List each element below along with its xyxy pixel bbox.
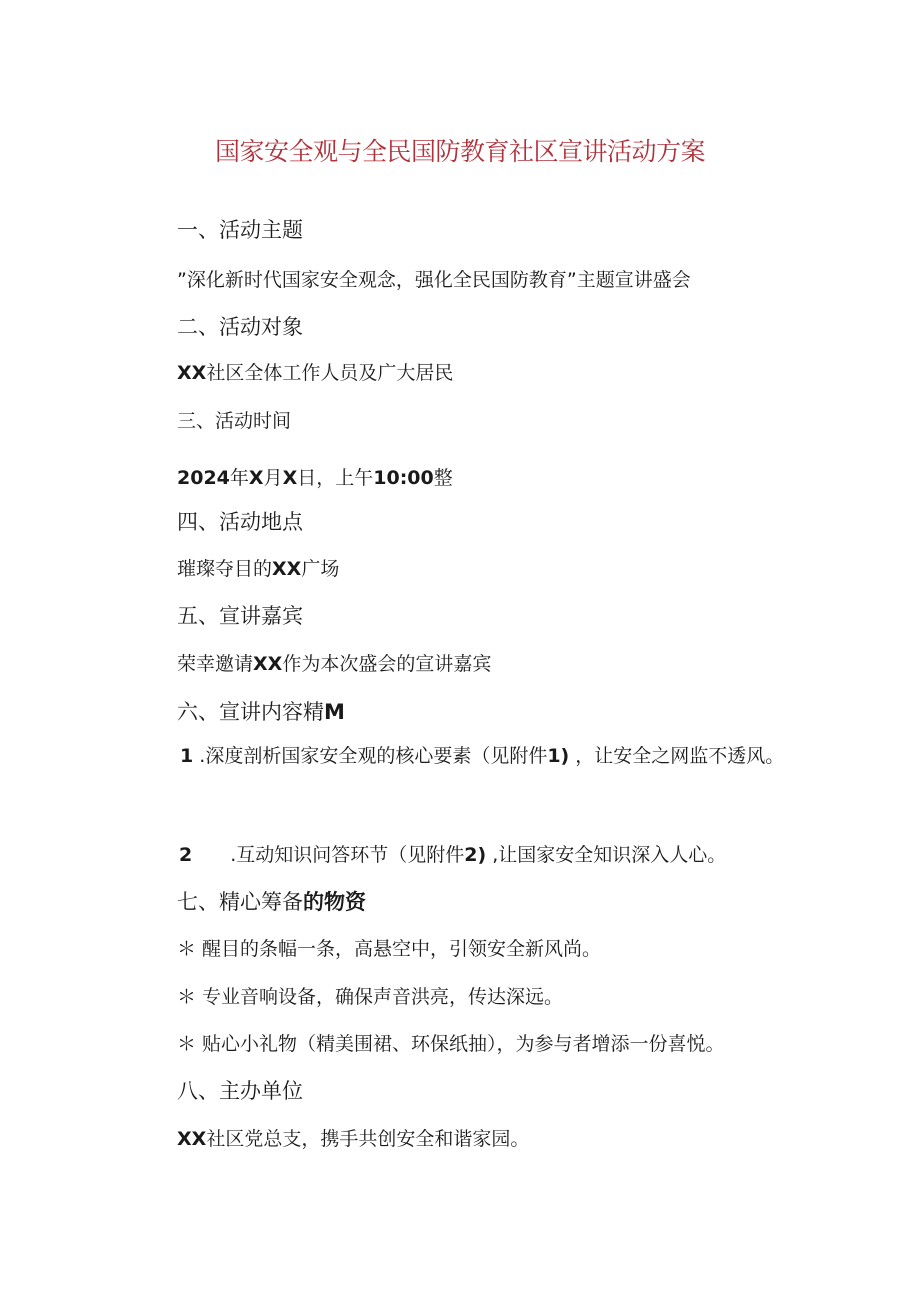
year-label: 年 (229, 467, 249, 489)
section-1-heading: 一、活动主题 (177, 218, 303, 242)
organizer-text: 社区党总支，携手共创安全和谐家园。 (206, 1128, 530, 1150)
document-title: 国家安全观与全民国防教育社区宣讲活动方案 (214, 137, 705, 166)
section-5-body (177, 649, 491, 676)
section-7-heading-suffix: 的物资 (303, 890, 366, 914)
month: X (248, 467, 264, 489)
list-item: ＊ 专业音响设备，确保声音洪亮，传达深远。 (177, 986, 564, 1008)
list-item: ＊ 醒目的条幅一条，高悬空中，引领安全新风尚。 (177, 938, 602, 960)
item-1-text: .深度剖析国家安全观的核心要素（见附件 (193, 745, 548, 767)
year: 2024 (177, 467, 230, 489)
guest-name: XX (253, 653, 283, 675)
section-2-heading: 二、活动对象 (177, 315, 303, 339)
section-3-heading: 三、活动时间 (177, 410, 292, 432)
venue-suffix: 广场 (301, 558, 340, 580)
item-2-number: 2 (179, 844, 193, 866)
section-7-heading (177, 886, 366, 916)
item-1-text-rest: ，让安全之网监不透风。 (569, 745, 785, 767)
guest-prefix: 荣幸邀请 (177, 653, 254, 675)
section-5-heading: 五、宣讲嘉宾 (177, 604, 303, 628)
time: 10:00 (373, 467, 434, 489)
section-6-heading-text: 六、宣讲内容精 (177, 700, 324, 724)
section-1-body: ”深化新时代国家安全观念，强化全民国防教育”主题宣讲盛会 (177, 269, 691, 291)
section-8-heading: 八、主办单位 (177, 1079, 303, 1103)
day: X (282, 467, 298, 489)
section-6-item-1 (140, 733, 800, 779)
section-6-heading-suffix: M (324, 700, 345, 724)
item-1-ref: 1) (547, 745, 570, 767)
item-2-ref: 2) (464, 844, 487, 866)
section-4-heading: 四、活动地点 (177, 510, 303, 534)
section-8-body (177, 1124, 529, 1151)
community-name: XX (177, 362, 207, 384)
time-suffix: 整 (433, 467, 453, 489)
section-2-body-text: 社区全体工作人员及广大居民 (206, 362, 454, 384)
section-2-body (177, 358, 453, 385)
day-label: 日，上午 (297, 467, 374, 489)
item-2-text-rest: ,让国家安全知识深入人心。 (486, 844, 727, 866)
month-label: 月 (263, 467, 283, 489)
section-7-heading-text: 七、精心筹备 (177, 890, 303, 914)
item-1-number: 1 (180, 745, 194, 767)
item-2-text: .互动知识问答环节（见附件 (230, 844, 465, 866)
section-6-item-2 (179, 840, 726, 867)
organizer-name: XX (177, 1128, 207, 1150)
guest-suffix: 作为本次盛会的宣讲嘉宾 (282, 653, 492, 675)
venue-prefix: 璀璨夺目的 (177, 558, 273, 580)
section-3-body (177, 463, 453, 490)
section-4-body (177, 554, 339, 581)
section-6-heading (177, 696, 345, 726)
list-item: ＊ 贴心小礼物（精美围裙、环保纸抽），为参与者增添一份喜悦。 (177, 1033, 725, 1055)
venue-name: XX (272, 558, 302, 580)
